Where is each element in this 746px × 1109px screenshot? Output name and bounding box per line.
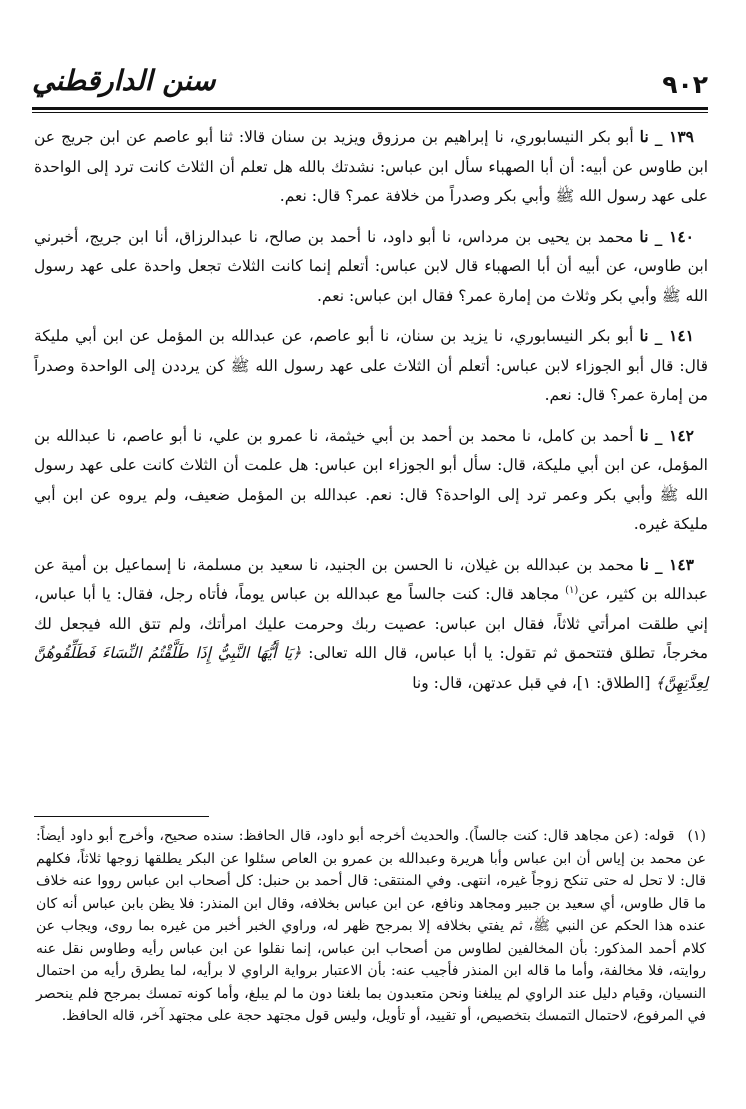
hadith-lead: نا <box>639 127 649 146</box>
quran-verse: ﴿يَا أَيُّهَا النَّبِيُّ إِذَا طَلَّقْتُمُ النِّسَاءَ فَطَلِّقُوهُنَّ لِعِدَّتِهِنَّ﴾ <box>34 644 708 692</box>
hadith-142 <box>34 421 708 540</box>
hadith-141 <box>34 321 708 411</box>
footnote-text: قوله: (عن مجاهد قال: كنت جالساً). والحديث أخرجه أبو داود، قال الحافظ: سنده صحيح، وأخرج أبو داود أيضاً: عن محمد بن إياس أن ابن عباس وأبا هريرة وعبدالله بن عمرو بن العاص سئلوا عن البكر يطلقها زوجها ثلاثاً، فكلهم قال: لا تحل له حتى تنكح زوجاً غيره، انتهى. وفي المنتقى: قال أحمد بن حنبل: كل أصحاب ابن عباس رووا عنه خلاف ما قال طاوس، أي سعيد بن جبير ومجاهد ونافع، عن ابن عباس بخلافه، وقال ابن المنذر: فلا يظن بابن عباس أنه كان عنده هذا الحكم عن النبي ﷺ، ثم يفتي بخلافه إلا بمرجح ظهر له، وراوي الخبر أخبر من غيره بما روى، ويجاب عن كلام أحمد المذكور: بأن المخالفين لطاوس من أصحاب ابن عباس، إنما نقلوا عن ابن عباس رأيه وطاوس نقل عنه روايته، فلا مخالفة، وأما ما قاله ابن المنذر فأجيب عنه: بأن الاعتبار برواية الراوي لا برأيه، لما يطرق رأيه من احتمال النسيان، وقيام دليل عند الراوي لم يبلغنا ونحن متعبدون بما بلغنا دون ما لم يبلغ، وأما كونه تمسك بمرجح فلم ينحصر في المرفوع، لاحتمال التمسك بتخصيص، أو تقييد، أو تأويل، وليس قول مجتهد حجة على مجتهد آخر، قاله الحافظ. <box>36 828 706 1024</box>
main-text <box>34 122 708 708</box>
hadith-number: ١٤١ _ <box>654 326 694 345</box>
header-rule-thin <box>32 112 708 113</box>
hadith-text: أحمد بن كامل، نا محمد بن أحمد بن أبي خيثمة، نا عمرو بن علي، نا أبو عاصم، نا عبدالله بن المؤمل، عن ابن أبي مليكة، قال: سأل أبو الجوزاء ابن عباس: هل علمت أن الثلاث كانت على عهد رسول الله ﷺ وأبي بكر وعمر ترد إلى الواحدة؟ قال: نعم. عبدالله بن المؤمل ضعيف، ولم يروه عن ابن أبي مليكة غيره. <box>34 426 708 533</box>
header-rule <box>32 107 708 110</box>
hadith-143 <box>34 550 708 699</box>
footnote-1 <box>36 825 706 1028</box>
hadith-text: أبو بكر النيسابوري، نا إبراهيم بن مرزوق ويزيد بن سنان قالا: ثنا أبو عاصم عن ابن جريج عن ابن طاوس عن أبيه: أن أبا الصهباء سأل ابن عباس: نشدتك بالله هل تعلم أن الثلاث كانت ترد إلى الواحدة على عهد رسول الله ﷺ وأبي بكر وصدراً من خلافة عمر؟ قال: نعم. <box>34 128 708 205</box>
page-header <box>32 64 708 104</box>
book-title: سنن الدارقطني <box>32 64 216 97</box>
footnote-reference[interactable]: (١) <box>565 584 579 596</box>
hadith-lead: نا <box>639 326 649 345</box>
hadith-lead: نا <box>639 425 649 445</box>
hadith-text-end: [الطلاق: ١]، في قبل عدتهن، قال: ونا <box>412 673 656 692</box>
hadith-text: محمد بن عبدالله بن غيلان، نا الحسن بن الجنيد، نا سعيد بن مسلمة، نا إسماعيل بن أمية عن عبدالله بن كثير، عن <box>34 555 708 603</box>
hadith-number: ١٣٩ _ <box>654 127 694 146</box>
hadith-lead: نا <box>639 226 649 246</box>
footnotes <box>36 825 706 1028</box>
footnote-marker: (١) <box>687 828 706 844</box>
footnote-separator <box>34 816 209 817</box>
page-number: ٩٠٢ <box>662 70 708 99</box>
hadith-number: ١٤٢ _ <box>654 425 694 445</box>
hadith-140 <box>34 222 708 312</box>
hadith-number: ١٤٣ _ <box>654 554 695 574</box>
hadith-text-continued: مجاهد قال: كنت جالساً مع عبدالله بن عباس يوماً، فأتاه رجل، فقال: يا أبا عباس، إني طلقت امرأتي ثلاثاً، فقال ابن عباس: عصيت ربك وحرمت عليك امرأتك، ولم تتق الله فيجعل لك مخرجاً، تطلق فتتحمق ثم تقول: يا أبا عباس، قال الله تعالى: <box>34 585 708 662</box>
hadith-lead: نا <box>639 554 649 574</box>
hadith-text: محمد بن يحيى بن مرداس، نا أبو داود، نا أحمد بن صالح، نا عبدالرزاق، أنا ابن جريج، أخبرني ابن طاوس، عن أبيه أن أبا الصهباء قال لابن عباس: أتعلم إنما كانت الثلاث تجعل واحدة على عهد رسول الله ﷺ وأبي بكر وثلاث من إمارة عمر؟ فقال ابن عباس: نعم. <box>34 227 708 305</box>
hadith-139 <box>34 122 708 212</box>
hadith-number: ١٤٠ _ <box>654 226 694 246</box>
hadith-text: أبو بكر النيسابوري، نا يزيد بن سنان، نا أبو عاصم، عن عبدالله بن المؤمل عن ابن أبي مليكة قال: قال أبو الجوزاء لابن عباس: أتعلم أن الثلاث على عهد رسول الله ﷺ كن يرددن إلى الواحدة وصدراً من إمارة عمر؟ قال: نعم. <box>34 327 708 404</box>
